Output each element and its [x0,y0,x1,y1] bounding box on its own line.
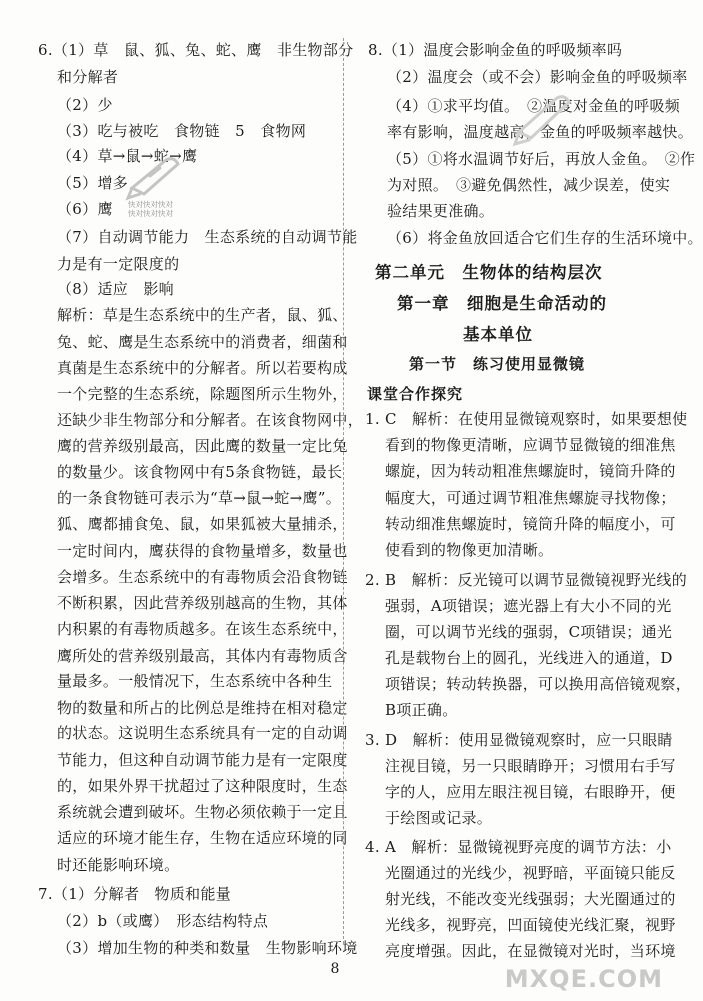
text-line: （4）①求平均值。 ②温度对金鱼的呼吸频 [387,97,681,115]
text-line: 1. C 解析：在使用显微镜观察时，如果要想使 [365,410,688,428]
text-line: 的状态。这说明生态系统具有一定的自动调 [57,724,348,742]
text-line: 系统就会遭到破坏。生物必须依赖于一定且 [57,803,348,821]
text-line: 幅度大，可通过调节粗准焦螺旋寻找物像； [385,489,676,507]
text-line: 转动细准焦螺旋时，镜筒升降的幅度小，可 [385,515,676,533]
text-line: 为对照。 ③避免偶然性，减少误差，使实 [387,176,671,194]
text-line: 第一章 细胞是生命活动的 [397,294,607,313]
text-line: 鹰的营养级别最高，因此鹰的数量一定比兔 [57,437,348,455]
text-line: 解析：草是生态系统中的生产者，鼠、狐、 [57,306,348,324]
text-line: 第二单元 生物体的结构层次 [375,263,603,282]
text-line: 的一条食物链可表示为“草→鼠→蛇→鹰”。 [57,489,342,507]
text-line: 6.（1）草 鼠、狐、兔、蛇、鹰 非生物部分 [38,41,354,59]
text-line: 时还能影响环境。 [57,856,180,874]
text-line: 第一节 练习使用显微镜 [409,355,586,373]
text-line: （7）自动调节能力 生态系统的自动调节能 [57,228,358,246]
text-line: 7.（1）分解者 物质和能量 [38,885,232,903]
text-line: 的，如果外界干扰超过了这种限度时，生态 [57,777,348,795]
text-line: 还缺少非生物部分和分解者。在该食物网中， [57,411,364,429]
text-line: （4）草→鼠→蛇→鹰 [57,147,198,165]
text-line: （2）少 [57,96,113,114]
text-line: 圈，可以调节光线的强弱，C项错误；通光 [385,623,673,641]
text-line: （3）增加生物的种类和数量 生物影响环境 [57,939,358,957]
text-line: 4. A 解析：显微镜视野亮度的调节方法：小 [365,838,672,856]
text-line: 光线多，视野亮，凹面镜使光线汇聚，视野 [385,916,676,934]
stamp-watermark-text: 快对快对快对 快对快对快对 [128,200,173,218]
text-line: 项错误；转动转换器，可以换用高倍镜观察， [385,675,692,693]
text-line: 射光线，不能改变光线强弱；大光圈通过的 [385,890,676,908]
column-divider [343,38,344,944]
stamp-watermark-icon [120,152,190,202]
pencil-watermark-icon [505,88,585,148]
text-line: （2）b（或鹰） 形态结构特点 [57,912,269,930]
text-line: 验结果更准确。 [387,202,495,220]
text-line: 3. D 解析：使用显微镜观察时，应一只眼睛 [365,731,673,749]
text-line: 一定时间内，鹰获得的食物量增多，数量也 [57,542,348,560]
text-line: 率有影响，温度越高，金鱼的呼吸频率越快。 [387,123,694,141]
text-line: 的数量少。该食物网中有5条食物链，最长 [57,463,343,481]
text-line: 于绘图或记录。 [385,809,493,827]
text-line: B项正确。 [385,701,458,719]
text-line: 狐、鹰都捕食兔、鼠，如果狐被大量捕杀， [57,515,348,533]
text-line: 鹰所处的营养级别最高，其体内有毒物质含 [57,647,348,665]
text-line: 8.（1）温度会影响金鱼的呼吸频率吗 [368,41,623,59]
text-line: 课堂合作探究 [367,385,464,403]
text-line: （6）鹰 [57,200,113,218]
text-line: 螺旋，因为转动粗准焦螺旋时，镜筒升降的 [385,462,676,480]
text-line: 看到的物像更清晰，应调节显微镜的细准焦 [385,436,676,454]
text-line: （2）温度会（或不会）影响金鱼的呼吸频率 [387,68,688,86]
text-line: 力是有一定限度的 [57,255,180,273]
text-line: 使看到的物像更加清晰。 [385,541,554,559]
page-number: 8 [330,961,340,977]
text-line: 2. B 解析：反光镜可以调节显微镜视野光线的 [365,571,688,589]
text-line: （3）吃与被吃 食物链 5 食物网 [57,122,307,140]
text-line: 不断积累，因此营养级别越高的生物，其体 [57,594,348,612]
text-line: 物的数量和所占的比例总是维持在相对稳定 [57,699,348,717]
text-line: 亮度增强。因此，在显微镜对光时，当环境 [385,942,676,960]
text-line: （5）①将水温调节好后，再放人金鱼。 ②作 [387,150,696,168]
text-line: 强弱，A项错误；遮光器上有大小不同的光 [385,597,672,615]
text-line: （8）适应 影响 [57,280,174,298]
text-line: 字的人，应用左眼注视目镜，右眼睁开，便 [385,783,676,801]
text-line: 光圈通过的光线少，视野暗，平面镜只能反 [385,864,676,882]
text-line: 基本单位 [463,325,533,344]
text-line: 适应的环境才能生存，生物在适应环境的同 [57,829,348,847]
text-line: 量最多。一般情况下，生态系统中各种生 [57,672,333,690]
text-line: 真菌是生态系统中的分解者。所以若要构成 [57,359,348,377]
text-line: 一个完整的生态系统，除题图所示生物外， [57,385,348,403]
text-line: 注视目镜，另一只眼睛睁开；习惯用右手写 [385,757,676,775]
text-line: 节能力，但这种自动调节能力是有一定限度 [57,751,348,769]
text-line: （6）将金鱼放回适合它们生存的生活环境中。 [387,229,703,247]
text-line: 会增多。生态系统中的有毒物质会沿食物链 [57,568,348,586]
text-line: 和分解者 [57,68,119,86]
text-line: 孔是载物台上的圆孔，光线进入的通道，D [385,649,673,667]
text-line: （5）增多 [57,174,129,192]
text-line: 兔、蛇、鹰是生态系统中的消费者，细菌和 [57,333,348,351]
footer-watermark: MXQE.COM [504,965,663,993]
text-line: 内积累的有毒物质越多。在该生态系统中， [57,620,348,638]
